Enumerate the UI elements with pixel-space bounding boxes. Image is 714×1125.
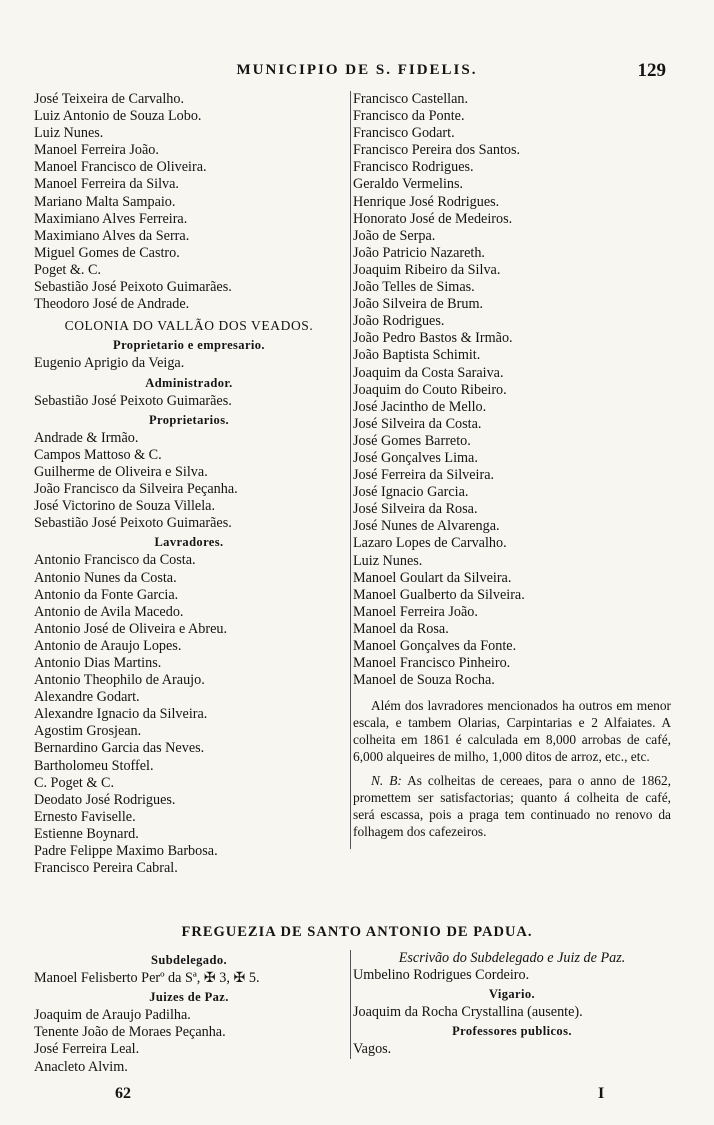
list-item: Manoel Ferreira da Silva. — [34, 176, 179, 193]
list-item: Deodato José Rodrigues. — [34, 791, 176, 808]
signature-mark-left: 62 — [115, 1085, 131, 1102]
list-item: Manoel Francisco de Oliveira. — [34, 159, 207, 176]
list-item: José Victorino de Souza Villela. — [34, 498, 215, 515]
list-item: Maximiano Alves Ferreira. — [34, 210, 188, 227]
list-item: José Silveira da Costa. — [353, 415, 482, 432]
proprietarios-list — [34, 430, 344, 533]
list-item: Ernesto Faviselle. — [34, 808, 136, 825]
lavradores-heading: Lavradores. — [154, 535, 224, 550]
list-item: Anacleto Alvim. — [34, 1058, 128, 1075]
page-number: 129 — [637, 60, 666, 81]
list-item: José Gonçalves Lima. — [353, 449, 478, 466]
list-item: Andrade & Irmão. — [34, 429, 139, 446]
list-item: Sebastião José Peixoto Guimarães. — [34, 279, 232, 296]
list-item: Francisco Godart. — [353, 125, 455, 142]
vigario-name: Joaquim da Rocha Crystallina (ausente). — [353, 1004, 583, 1021]
list-item: João Silveira de Brum. — [353, 296, 484, 313]
list-item: Francisco Castellan. — [353, 91, 469, 107]
list-item: Alexandre Ignacio da Silveira. — [34, 706, 208, 723]
list-item: Poget &. C. — [34, 261, 102, 278]
list-item: Bernardino Garcia das Neves. — [34, 740, 205, 757]
list-item: Maximiano Alves da Serra. — [34, 227, 190, 244]
list-item: Manoel Francisco Pinheiro. — [353, 655, 511, 672]
signature-mark-right: I — [598, 1085, 605, 1102]
list-item: Joaquim do Couto Ribeiro. — [353, 381, 507, 398]
list-item: Manoel da Rosa. — [353, 620, 449, 637]
professores-value: Vagos. — [353, 1041, 392, 1058]
list-item: Joaquim Ribeiro da Silva. — [353, 261, 501, 278]
list-item: Sebastião José Peixoto Guimarães. — [34, 515, 232, 532]
list-item: Joaquim da Costa Saraiva. — [353, 364, 504, 381]
names-list-right — [353, 91, 671, 689]
list-item: Manoel Gualberto da Silveira. — [353, 586, 525, 603]
administrador-heading: Administrador. — [145, 375, 233, 390]
list-item: Lazaro Lopes de Carvalho. — [353, 535, 507, 552]
list-item: Antonio Dias Martins. — [34, 655, 162, 671]
list-item: José Nunes de Alvarenga. — [353, 518, 500, 535]
harvest-paragraph: Além dos lavradores mencionados ha outros em menor escala, e tambem Olarias, Carpintarias e 2 Alfaiates. A colheita em 1861 é calculada em 8,000 arrobas de café, 6,000 alqueires de milho, 1,000 ditos de arroz, etc., etc. — [353, 698, 671, 764]
juizes-heading: Juizes de Paz. — [149, 990, 229, 1005]
list-item: Estienne Boynard. — [34, 825, 139, 842]
list-item: Francisco Pereira dos Santos. — [353, 142, 521, 159]
names-list-top — [34, 91, 344, 313]
list-item: Theodoro José de Andrade. — [34, 296, 190, 313]
list-item: Antonio de Avila Macedo. — [34, 603, 184, 620]
list-item: João Baptista Schimit. — [353, 347, 481, 364]
list-item: João Rodrigues. — [353, 313, 445, 330]
list-item: Mariano Malta Sampaio. — [34, 193, 176, 210]
list-item: José Jacintho de Mello. — [353, 398, 487, 415]
list-item: Luiz Nunes. — [353, 552, 423, 569]
list-item: Tenente João de Moraes Peçanha. — [34, 1024, 226, 1041]
list-item: Antonio José de Oliveira e Abreu. — [34, 620, 228, 637]
proprietario-name: Eugenio Aprigio da Veiga. — [34, 355, 185, 372]
list-item: João de Serpa. — [353, 227, 436, 244]
list-item: Geraldo Vermelins. — [353, 176, 464, 193]
notes-block — [353, 698, 671, 840]
administrador-name: Sebastião José Peixoto Guimarães. — [34, 392, 232, 409]
list-item: Honorato José de Medeiros. — [353, 210, 513, 227]
freguezia-title: FREGUEZIA DE SANTO ANTONIO DE PADUA. — [181, 924, 533, 940]
lavradores-list — [34, 552, 344, 877]
list-item: Antonio Francisco da Costa. — [34, 552, 196, 569]
list-item: José Teixeira de Carvalho. — [34, 91, 185, 107]
list-item: Manoel Ferreira João. — [34, 142, 159, 159]
freguezia-left-column — [34, 950, 344, 1076]
list-item: Manoel Goulart da Silveira. — [353, 569, 512, 586]
list-item: Manoel Gonçalves da Fonte. — [353, 638, 517, 654]
page-header — [0, 62, 714, 86]
nb-text: As colheitas de cereaes, para o anno de 1862, promettem ser satisfactorias; quanto á colheita de café, será escassa, pois a praga tem continuado no renovo da folhagem dos cafezeiros. — [353, 773, 672, 839]
list-item: Francisco da Ponte. — [353, 108, 465, 125]
list-item: João Patricio Nazareth. — [353, 244, 485, 261]
list-item: Guilherme de Oliveira e Silva. — [34, 463, 208, 480]
list-item: Francisco Pereira Cabral. — [34, 860, 178, 877]
list-item: Luiz Nunes. — [34, 125, 104, 142]
list-item: Padre Felippe Maximo Barbosa. — [34, 843, 218, 860]
professores-heading: Professores publicos. — [452, 1024, 572, 1039]
list-item: C. Poget & C. — [34, 774, 115, 791]
vigario-heading: Vigario. — [488, 987, 536, 1002]
list-item: Agostim Grosjean. — [34, 723, 142, 740]
left-column — [34, 91, 344, 877]
list-item: Alexandre Godart. — [34, 689, 140, 706]
escrivao-name: Umbelino Rodrigues Cordeiro. — [353, 967, 530, 984]
list-item: Luiz Antonio de Souza Lobo. — [34, 108, 202, 125]
list-item: João Telles de Simas. — [353, 279, 475, 296]
list-item: José Silveira da Rosa. — [353, 501, 478, 518]
colonia-heading: COLONIA DO VALLÃO DOS VEADOS. — [64, 318, 314, 334]
list-item: José Ferreira Leal. — [34, 1041, 140, 1058]
list-item: Campos Mattoso & C. — [34, 446, 162, 463]
list-item: Manoel de Souza Rocha. — [353, 672, 495, 689]
list-item: Miguel Gomes de Castro. — [34, 244, 180, 261]
nb-label: N. B: — [371, 773, 402, 789]
freguezia-right-column — [350, 950, 671, 1059]
list-item: Joaquim de Araujo Padilha. — [34, 1007, 191, 1024]
nb-paragraph — [353, 773, 671, 840]
list-item: José Ignacio Garcia. — [353, 484, 469, 501]
escrivao-heading: Escrivão do Subdelegado e Juiz de Paz. — [398, 950, 626, 966]
list-item: João Francisco da Silveira Peçanha. — [34, 481, 238, 498]
subdelegado-name: Manoel Felisberto Perº da Sª, ✠ 3, ✠ 5. — [34, 970, 260, 987]
proprietario-heading: Proprietario e empresario. — [113, 338, 265, 353]
list-item: Antonio da Fonte Garcia. — [34, 586, 179, 603]
list-item: Manoel Ferreira João. — [353, 603, 478, 620]
list-item: Antonio Theophilo de Araujo. — [34, 672, 205, 689]
list-item: José Ferreira da Silveira. — [353, 467, 495, 484]
list-item: Bartholomeu Stoffel. — [34, 757, 154, 774]
list-item: João Pedro Bastos & Irmão. — [353, 330, 513, 347]
running-head: MUNICIPIO DE S. FIDELIS. — [236, 62, 478, 78]
proprietarios-heading: Proprietarios. — [148, 412, 229, 427]
list-item: Francisco Rodrigues. — [353, 159, 474, 176]
right-column — [350, 91, 671, 849]
list-item: Antonio Nunes da Costa. — [34, 569, 177, 586]
list-item: Henrique José Rodrigues. — [353, 193, 500, 210]
list-item: José Gomes Barreto. — [353, 432, 471, 449]
subdelegado-heading: Subdelegado. — [150, 953, 227, 967]
list-item: Antonio de Araujo Lopes. — [34, 637, 182, 654]
